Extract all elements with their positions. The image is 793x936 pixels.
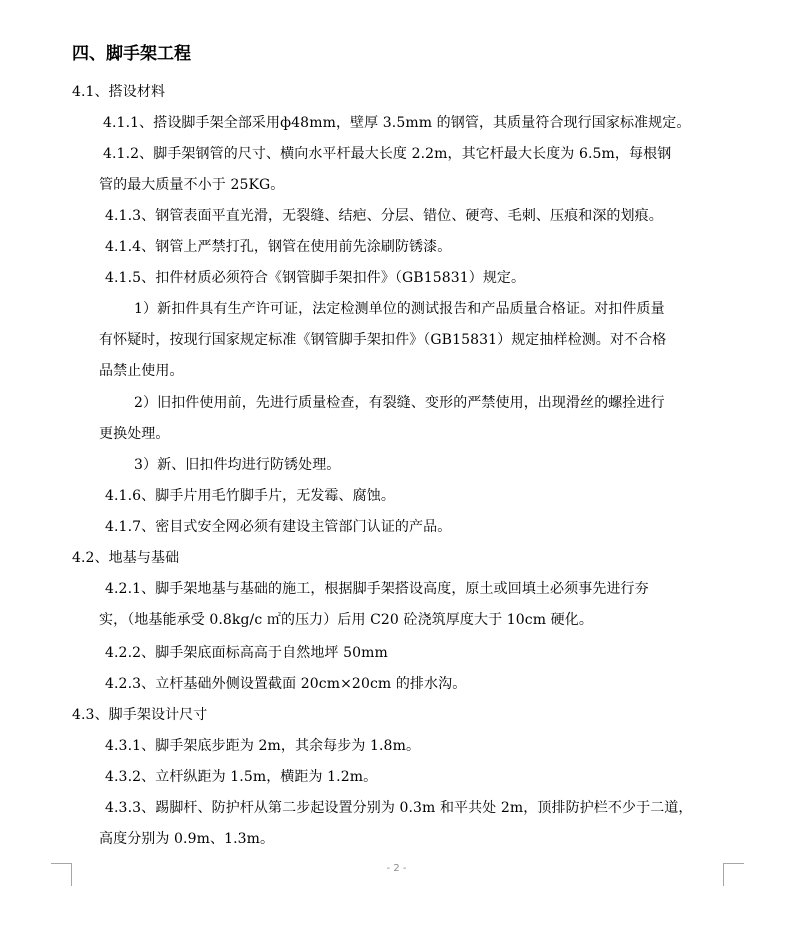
- item-4-3-3-cont: 高度分别为 0.9m、1.3m。: [99, 831, 275, 847]
- item-4-1-1: 4.1.1、搭设脚手架全部采用ф48mm，壁厚 3.5mm 的钢管，其质量符合现行国家标准规定。: [103, 115, 691, 131]
- item-4-3-2: 4.3.2、立杆纵距为 1.5m，横距为 1.2m。: [105, 769, 378, 785]
- item-4-1-2-cont: 管的最大质量不小于 25KG。: [99, 177, 285, 193]
- item-4-1-7: 4.1.7、密目式安全网必须有建设主管部门认证的产品。: [105, 519, 452, 535]
- item-4-2-3: 4.2.3、立杆基础外侧设置截面 20cm×20cm 的排水沟。: [105, 676, 467, 692]
- item-4-3-3: 4.3.3、踢脚杆、防护杆从第二步起设置分别为 0.3m 和平共处 2m，顶排防护栏不少于二道，: [105, 800, 693, 816]
- subsection-4-2-title: 4.2、地基与基础: [72, 550, 180, 566]
- clause-2: 2）旧扣件使用前，先进行质量检查，有裂缝、变形的严禁使用，出现滑丝的螺拴进行: [134, 395, 665, 411]
- item-4-2-1: 4.2.1、脚手架地基与基础的施工，根据脚手架搭设高度，原土或回填土必须事先进行夯: [105, 581, 649, 597]
- item-4-2-2: 4.2.2、脚手架底面标高高于自然地坪 50mm: [105, 645, 388, 661]
- clause-1-cont-b: 品禁止使用。: [99, 363, 184, 379]
- clause-1-cont-a: 有怀疑时，按现行国家规定标准《钢管脚手架扣件》（GB15831）规定抽样检测。对不合格: [99, 332, 667, 348]
- item-4-1-2: 4.1.2、脚手架钢管的尺寸、横向水平杆最大长度 2.2m，其它杆最大长度为 6.5m，每根钢: [103, 146, 672, 162]
- clause-1: 1）新扣件具有生产许可证，法定检测单位的测试报告和产品质量合格证。对扣件质量: [134, 301, 665, 317]
- subsection-4-1-title: 4.1、搭设材料: [72, 84, 166, 100]
- clause-2-cont: 更换处理。: [99, 426, 170, 442]
- item-4-2-1-cont: 实，（地基能承受 0.8kg/c ㎡的压力）后用 C20 砼浇筑厚度大于 10cm 硬化。: [99, 612, 593, 628]
- subsection-4-3-title: 4.3、脚手架设计尺寸: [72, 707, 208, 723]
- item-4-1-3: 4.1.3、钢管表面平直光滑，无裂缝、结疤、分层、错位、硬弯、毛刺、压痕和深的划痕。: [105, 208, 663, 224]
- page-number: - 2 -: [386, 863, 407, 874]
- item-4-1-4: 4.1.4、钢管上严禁打孔，钢管在使用前先涂刷防锈漆。: [105, 239, 452, 255]
- clause-3: 3）新、旧扣件均进行防锈处理。: [134, 457, 341, 473]
- item-4-1-6: 4.1.6、脚手片用毛竹脚手片，无发霉、腐蚀。: [105, 488, 395, 504]
- section-heading: 四、脚手架工程: [72, 44, 191, 64]
- item-4-3-1: 4.3.1、脚手架底步距为 2m，其余每步为 1.8m。: [105, 738, 421, 754]
- item-4-1-5: 4.1.5、扣件材质必须符合《钢管脚手架扣件》（GB15831）规定。: [105, 270, 526, 286]
